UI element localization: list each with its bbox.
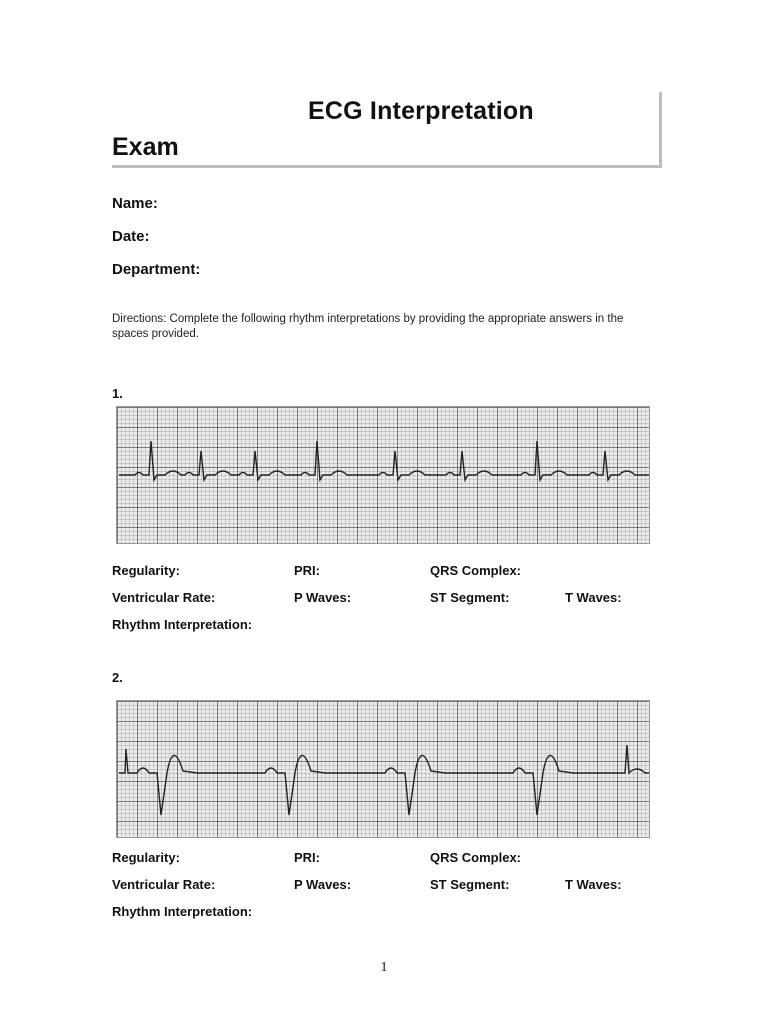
ecg-trace-1 <box>117 407 651 545</box>
q1-regularity-label: Regularity: <box>112 563 180 578</box>
q1-pwaves-label: P Waves: <box>294 590 352 605</box>
q2-rate-label: Ventricular Rate: <box>112 877 216 892</box>
title-box <box>112 92 662 168</box>
question-1-number: 1. <box>112 386 123 401</box>
q1-qrs-label: QRS Complex: <box>430 563 522 578</box>
q1-twaves-label: T Waves: <box>565 590 622 605</box>
page-number: 1 <box>380 960 388 975</box>
question-2-number: 2. <box>112 670 123 685</box>
directions-text: Directions: Complete the following rhythm interpretations by providing the appropriate answers in the spaces provided. <box>112 313 624 340</box>
q1-rhythm-label: Rhythm Interpretation: <box>112 617 253 632</box>
q2-pwaves-label: P Waves: <box>294 877 352 892</box>
q1-rate-label: Ventricular Rate: <box>112 590 216 605</box>
q2-twaves-label: T Waves: <box>565 877 622 892</box>
ecg-strip-1 <box>116 406 650 544</box>
name-label: Name: <box>112 195 158 212</box>
q2-qrs-label: QRS Complex: <box>430 850 522 865</box>
ecg-trace-2 <box>117 701 651 839</box>
q1-pri-label: PRI: <box>294 563 320 578</box>
ecg-strip-2 <box>116 700 650 838</box>
q2-pri-label: PRI: <box>294 850 320 865</box>
page-title-line2: Exam <box>112 133 179 161</box>
q2-regularity-label: Regularity: <box>112 850 180 865</box>
date-label: Date: <box>112 228 150 245</box>
q2-st-label: ST Segment: <box>430 877 510 892</box>
q2-rhythm-label: Rhythm Interpretation: <box>112 904 253 919</box>
department-label: Department: <box>112 261 201 278</box>
page-title-line1: ECG Interpretation <box>308 97 534 125</box>
q1-st-label: ST Segment: <box>430 590 510 605</box>
